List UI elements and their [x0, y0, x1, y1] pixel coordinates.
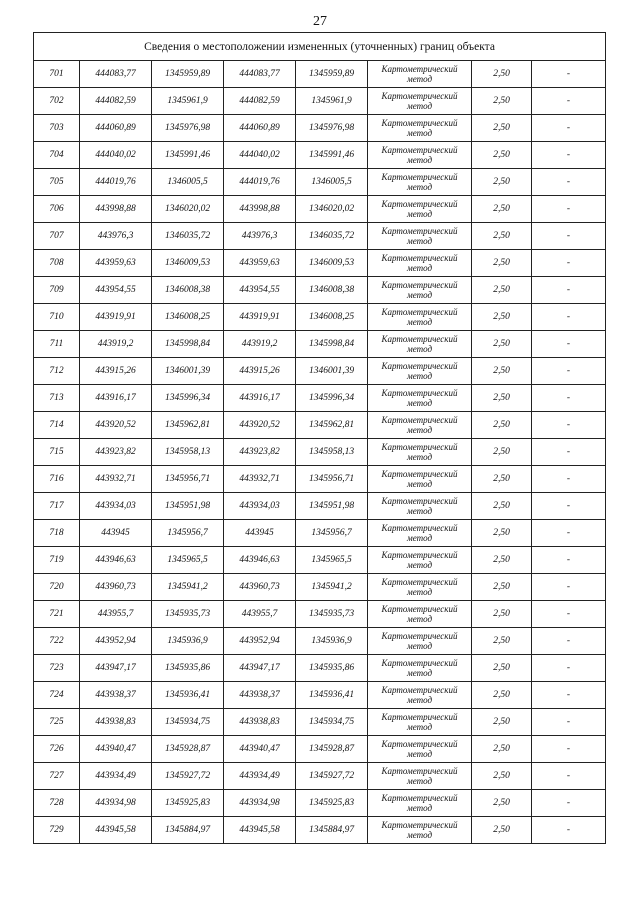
note-cell: - — [532, 763, 606, 790]
table-row — [34, 412, 606, 439]
method-cell: Картометрический метод — [368, 250, 472, 277]
accuracy-cell: 2,50 — [472, 115, 532, 142]
point-number-cell: 704 — [34, 142, 80, 169]
y-coordinate-cell: 1345928,87 — [152, 736, 224, 763]
method-cell: Картометрический метод — [368, 520, 472, 547]
accuracy-cell: 2,50 — [472, 250, 532, 277]
accuracy-cell: 2,50 — [472, 358, 532, 385]
point-number-cell: 727 — [34, 763, 80, 790]
table-row — [34, 682, 606, 709]
note-cell: - — [532, 655, 606, 682]
y-coordinate-cell: 1345941,2 — [152, 574, 224, 601]
table-row — [34, 385, 606, 412]
y-new-coordinate-cell: 1346035,72 — [296, 223, 368, 250]
point-number-cell: 724 — [34, 682, 80, 709]
x-new-coordinate-cell: 443955,7 — [224, 601, 296, 628]
x-new-coordinate-cell: 443945,58 — [224, 817, 296, 844]
x-coordinate-cell: 444082,59 — [80, 88, 152, 115]
accuracy-cell: 2,50 — [472, 385, 532, 412]
table-row — [34, 736, 606, 763]
y-new-coordinate-cell: 1346009,53 — [296, 250, 368, 277]
x-coordinate-cell: 443934,98 — [80, 790, 152, 817]
note-cell: - — [532, 358, 606, 385]
y-new-coordinate-cell: 1345936,41 — [296, 682, 368, 709]
x-coordinate-cell: 443919,2 — [80, 331, 152, 358]
accuracy-cell: 2,50 — [472, 466, 532, 493]
point-number-cell: 716 — [34, 466, 80, 493]
x-coordinate-cell: 443976,3 — [80, 223, 152, 250]
x-new-coordinate-cell: 444019,76 — [224, 169, 296, 196]
note-cell: - — [532, 493, 606, 520]
x-new-coordinate-cell: 443938,37 — [224, 682, 296, 709]
x-coordinate-cell: 444060,89 — [80, 115, 152, 142]
x-coordinate-cell: 443946,63 — [80, 547, 152, 574]
y-coordinate-cell: 1346035,72 — [152, 223, 224, 250]
method-cell: Картометрический метод — [368, 601, 472, 628]
y-coordinate-cell: 1346008,38 — [152, 277, 224, 304]
x-coordinate-cell: 443940,47 — [80, 736, 152, 763]
accuracy-cell: 2,50 — [472, 196, 532, 223]
note-cell: - — [532, 142, 606, 169]
note-cell: - — [532, 439, 606, 466]
y-coordinate-cell: 1345991,46 — [152, 142, 224, 169]
x-coordinate-cell: 443955,7 — [80, 601, 152, 628]
x-coordinate-cell: 443959,63 — [80, 250, 152, 277]
y-coordinate-cell: 1345934,75 — [152, 709, 224, 736]
method-cell: Картометрический метод — [368, 196, 472, 223]
point-number-cell: 702 — [34, 88, 80, 115]
note-cell: - — [532, 412, 606, 439]
x-new-coordinate-cell: 443920,52 — [224, 412, 296, 439]
x-new-coordinate-cell: 443998,88 — [224, 196, 296, 223]
x-coordinate-cell: 443945,58 — [80, 817, 152, 844]
y-coordinate-cell: 1345884,97 — [152, 817, 224, 844]
boundary-table — [33, 32, 606, 844]
y-new-coordinate-cell: 1346008,38 — [296, 277, 368, 304]
note-cell: - — [532, 547, 606, 574]
x-coordinate-cell: 444083,77 — [80, 61, 152, 88]
method-cell: Картометрический метод — [368, 817, 472, 844]
accuracy-cell: 2,50 — [472, 304, 532, 331]
note-cell: - — [532, 520, 606, 547]
point-number-cell: 717 — [34, 493, 80, 520]
y-new-coordinate-cell: 1345958,13 — [296, 439, 368, 466]
note-cell: - — [532, 304, 606, 331]
point-number-cell: 712 — [34, 358, 80, 385]
point-number-cell: 703 — [34, 115, 80, 142]
point-number-cell: 719 — [34, 547, 80, 574]
method-cell: Картометрический метод — [368, 169, 472, 196]
method-cell: Картометрический метод — [368, 709, 472, 736]
y-coordinate-cell: 1345959,89 — [152, 61, 224, 88]
y-coordinate-cell: 1346020,02 — [152, 196, 224, 223]
y-coordinate-cell: 1345951,98 — [152, 493, 224, 520]
table-row — [34, 358, 606, 385]
x-new-coordinate-cell: 443916,17 — [224, 385, 296, 412]
method-cell: Картометрический метод — [368, 466, 472, 493]
y-new-coordinate-cell: 1346005,5 — [296, 169, 368, 196]
note-cell: - — [532, 736, 606, 763]
note-cell: - — [532, 61, 606, 88]
x-new-coordinate-cell: 444083,77 — [224, 61, 296, 88]
point-number-cell: 710 — [34, 304, 80, 331]
accuracy-cell: 2,50 — [472, 169, 532, 196]
note-cell: - — [532, 817, 606, 844]
y-new-coordinate-cell: 1345927,72 — [296, 763, 368, 790]
table-row — [34, 709, 606, 736]
x-coordinate-cell: 443923,82 — [80, 439, 152, 466]
table-row — [34, 466, 606, 493]
method-cell: Картометрический метод — [368, 682, 472, 709]
table-row — [34, 61, 606, 88]
table-row — [34, 790, 606, 817]
note-cell: - — [532, 601, 606, 628]
x-new-coordinate-cell: 443923,82 — [224, 439, 296, 466]
x-coordinate-cell: 443998,88 — [80, 196, 152, 223]
table-row — [34, 169, 606, 196]
y-new-coordinate-cell: 1345934,75 — [296, 709, 368, 736]
point-number-cell: 711 — [34, 331, 80, 358]
y-coordinate-cell: 1345935,86 — [152, 655, 224, 682]
x-coordinate-cell: 444040,02 — [80, 142, 152, 169]
point-number-cell: 701 — [34, 61, 80, 88]
method-cell: Картометрический метод — [368, 88, 472, 115]
accuracy-cell: 2,50 — [472, 790, 532, 817]
accuracy-cell: 2,50 — [472, 277, 532, 304]
accuracy-cell: 2,50 — [472, 142, 532, 169]
table-row — [34, 439, 606, 466]
y-coordinate-cell: 1346005,5 — [152, 169, 224, 196]
x-new-coordinate-cell: 443938,83 — [224, 709, 296, 736]
point-number-cell: 726 — [34, 736, 80, 763]
y-new-coordinate-cell: 1345935,86 — [296, 655, 368, 682]
y-coordinate-cell: 1345965,5 — [152, 547, 224, 574]
table-row — [34, 88, 606, 115]
x-coordinate-cell: 443938,83 — [80, 709, 152, 736]
y-new-coordinate-cell: 1345991,46 — [296, 142, 368, 169]
method-cell: Картометрический метод — [368, 331, 472, 358]
note-cell: - — [532, 196, 606, 223]
y-coordinate-cell: 1345935,73 — [152, 601, 224, 628]
y-new-coordinate-cell: 1345936,9 — [296, 628, 368, 655]
y-coordinate-cell: 1345962,81 — [152, 412, 224, 439]
y-new-coordinate-cell: 1345959,89 — [296, 61, 368, 88]
method-cell: Картометрический метод — [368, 385, 472, 412]
y-new-coordinate-cell: 1346020,02 — [296, 196, 368, 223]
method-cell: Картометрический метод — [368, 115, 472, 142]
table-row — [34, 304, 606, 331]
table-row — [34, 601, 606, 628]
accuracy-cell: 2,50 — [472, 88, 532, 115]
x-coordinate-cell: 443934,03 — [80, 493, 152, 520]
point-number-cell: 715 — [34, 439, 80, 466]
y-new-coordinate-cell: 1346008,25 — [296, 304, 368, 331]
table-row — [34, 655, 606, 682]
point-number-cell: 706 — [34, 196, 80, 223]
x-new-coordinate-cell: 443932,71 — [224, 466, 296, 493]
accuracy-cell: 2,50 — [472, 682, 532, 709]
note-cell: - — [532, 574, 606, 601]
x-new-coordinate-cell: 443976,3 — [224, 223, 296, 250]
table-row — [34, 331, 606, 358]
y-coordinate-cell: 1345927,72 — [152, 763, 224, 790]
accuracy-cell: 2,50 — [472, 61, 532, 88]
x-new-coordinate-cell: 443952,94 — [224, 628, 296, 655]
point-number-cell: 723 — [34, 655, 80, 682]
y-new-coordinate-cell: 1345961,9 — [296, 88, 368, 115]
accuracy-cell: 2,50 — [472, 655, 532, 682]
y-coordinate-cell: 1346001,39 — [152, 358, 224, 385]
x-coordinate-cell: 443934,49 — [80, 763, 152, 790]
x-new-coordinate-cell: 443934,49 — [224, 763, 296, 790]
method-cell: Картометрический метод — [368, 655, 472, 682]
method-cell: Картометрический метод — [368, 493, 472, 520]
point-number-cell: 725 — [34, 709, 80, 736]
table-row — [34, 547, 606, 574]
note-cell: - — [532, 385, 606, 412]
x-new-coordinate-cell: 443954,55 — [224, 277, 296, 304]
method-cell: Картометрический метод — [368, 223, 472, 250]
y-new-coordinate-cell: 1345928,87 — [296, 736, 368, 763]
x-new-coordinate-cell: 444082,59 — [224, 88, 296, 115]
x-new-coordinate-cell: 443919,91 — [224, 304, 296, 331]
x-new-coordinate-cell: 443934,03 — [224, 493, 296, 520]
point-number-cell: 728 — [34, 790, 80, 817]
x-coordinate-cell: 443960,73 — [80, 574, 152, 601]
x-coordinate-cell: 443916,17 — [80, 385, 152, 412]
y-coordinate-cell: 1345936,9 — [152, 628, 224, 655]
y-coordinate-cell: 1345961,9 — [152, 88, 224, 115]
x-coordinate-cell: 444019,76 — [80, 169, 152, 196]
x-new-coordinate-cell: 443945 — [224, 520, 296, 547]
point-number-cell: 718 — [34, 520, 80, 547]
note-cell: - — [532, 709, 606, 736]
x-new-coordinate-cell: 443919,2 — [224, 331, 296, 358]
y-coordinate-cell: 1345976,98 — [152, 115, 224, 142]
table-row — [34, 520, 606, 547]
y-new-coordinate-cell: 1345884,97 — [296, 817, 368, 844]
y-new-coordinate-cell: 1345976,98 — [296, 115, 368, 142]
y-new-coordinate-cell: 1346001,39 — [296, 358, 368, 385]
accuracy-cell: 2,50 — [472, 709, 532, 736]
table-row — [34, 493, 606, 520]
method-cell: Картометрический метод — [368, 61, 472, 88]
note-cell: - — [532, 331, 606, 358]
note-cell: - — [532, 466, 606, 493]
y-new-coordinate-cell: 1345965,5 — [296, 547, 368, 574]
note-cell: - — [532, 88, 606, 115]
method-cell: Картометрический метод — [368, 628, 472, 655]
table-row — [34, 223, 606, 250]
x-new-coordinate-cell: 443947,17 — [224, 655, 296, 682]
table-title: Сведения о местоположении измененных (уточненных) границ объекта — [34, 33, 606, 61]
x-new-coordinate-cell: 443915,26 — [224, 358, 296, 385]
x-new-coordinate-cell: 443940,47 — [224, 736, 296, 763]
accuracy-cell: 2,50 — [472, 331, 532, 358]
accuracy-cell: 2,50 — [472, 817, 532, 844]
y-coordinate-cell: 1345956,7 — [152, 520, 224, 547]
point-number-cell: 722 — [34, 628, 80, 655]
y-new-coordinate-cell: 1345956,71 — [296, 466, 368, 493]
y-new-coordinate-cell: 1345956,7 — [296, 520, 368, 547]
y-coordinate-cell: 1345956,71 — [152, 466, 224, 493]
point-number-cell: 720 — [34, 574, 80, 601]
accuracy-cell: 2,50 — [472, 736, 532, 763]
note-cell: - — [532, 790, 606, 817]
note-cell: - — [532, 682, 606, 709]
x-coordinate-cell: 443945 — [80, 520, 152, 547]
y-coordinate-cell: 1346008,25 — [152, 304, 224, 331]
x-coordinate-cell: 443938,37 — [80, 682, 152, 709]
y-coordinate-cell: 1345936,41 — [152, 682, 224, 709]
y-new-coordinate-cell: 1345941,2 — [296, 574, 368, 601]
method-cell: Картометрический метод — [368, 736, 472, 763]
table-row — [34, 763, 606, 790]
y-coordinate-cell: 1346009,53 — [152, 250, 224, 277]
note-cell: - — [532, 223, 606, 250]
point-number-cell: 708 — [34, 250, 80, 277]
accuracy-cell: 2,50 — [472, 547, 532, 574]
x-coordinate-cell: 443954,55 — [80, 277, 152, 304]
y-new-coordinate-cell: 1345935,73 — [296, 601, 368, 628]
table-row — [34, 277, 606, 304]
y-coordinate-cell: 1345925,83 — [152, 790, 224, 817]
table-row — [34, 817, 606, 844]
table-row — [34, 574, 606, 601]
y-new-coordinate-cell: 1345998,84 — [296, 331, 368, 358]
method-cell: Картометрический метод — [368, 358, 472, 385]
note-cell: - — [532, 628, 606, 655]
table-row — [34, 196, 606, 223]
accuracy-cell: 2,50 — [472, 493, 532, 520]
method-cell: Картометрический метод — [368, 277, 472, 304]
note-cell: - — [532, 277, 606, 304]
x-new-coordinate-cell: 443960,73 — [224, 574, 296, 601]
y-new-coordinate-cell: 1345951,98 — [296, 493, 368, 520]
x-coordinate-cell: 443947,17 — [80, 655, 152, 682]
y-new-coordinate-cell: 1345962,81 — [296, 412, 368, 439]
method-cell: Картометрический метод — [368, 574, 472, 601]
accuracy-cell: 2,50 — [472, 574, 532, 601]
x-new-coordinate-cell: 443959,63 — [224, 250, 296, 277]
accuracy-cell: 2,50 — [472, 520, 532, 547]
x-coordinate-cell: 443915,26 — [80, 358, 152, 385]
table-row — [34, 250, 606, 277]
method-cell: Картометрический метод — [368, 547, 472, 574]
method-cell: Картометрический метод — [368, 412, 472, 439]
page-number: 27 — [313, 14, 327, 29]
table-row — [34, 142, 606, 169]
y-coordinate-cell: 1345998,84 — [152, 331, 224, 358]
accuracy-cell: 2,50 — [472, 601, 532, 628]
accuracy-cell: 2,50 — [472, 763, 532, 790]
x-new-coordinate-cell: 444040,02 — [224, 142, 296, 169]
x-coordinate-cell: 443952,94 — [80, 628, 152, 655]
method-cell: Картометрический метод — [368, 142, 472, 169]
x-new-coordinate-cell: 443946,63 — [224, 547, 296, 574]
point-number-cell: 705 — [34, 169, 80, 196]
x-coordinate-cell: 443919,91 — [80, 304, 152, 331]
y-coordinate-cell: 1345958,13 — [152, 439, 224, 466]
x-coordinate-cell: 443932,71 — [80, 466, 152, 493]
x-new-coordinate-cell: 444060,89 — [224, 115, 296, 142]
table-row — [34, 115, 606, 142]
y-new-coordinate-cell: 1345996,34 — [296, 385, 368, 412]
point-number-cell: 713 — [34, 385, 80, 412]
y-coordinate-cell: 1345996,34 — [152, 385, 224, 412]
y-new-coordinate-cell: 1345925,83 — [296, 790, 368, 817]
table-row — [34, 628, 606, 655]
point-number-cell: 729 — [34, 817, 80, 844]
accuracy-cell: 2,50 — [472, 223, 532, 250]
accuracy-cell: 2,50 — [472, 412, 532, 439]
note-cell: - — [532, 250, 606, 277]
method-cell: Картометрический метод — [368, 439, 472, 466]
method-cell: Картометрический метод — [368, 304, 472, 331]
accuracy-cell: 2,50 — [472, 628, 532, 655]
point-number-cell: 721 — [34, 601, 80, 628]
point-number-cell: 707 — [34, 223, 80, 250]
method-cell: Картометрический метод — [368, 763, 472, 790]
method-cell: Картометрический метод — [368, 790, 472, 817]
x-coordinate-cell: 443920,52 — [80, 412, 152, 439]
accuracy-cell: 2,50 — [472, 439, 532, 466]
note-cell: - — [532, 169, 606, 196]
point-number-cell: 709 — [34, 277, 80, 304]
x-new-coordinate-cell: 443934,98 — [224, 790, 296, 817]
point-number-cell: 714 — [34, 412, 80, 439]
note-cell: - — [532, 115, 606, 142]
